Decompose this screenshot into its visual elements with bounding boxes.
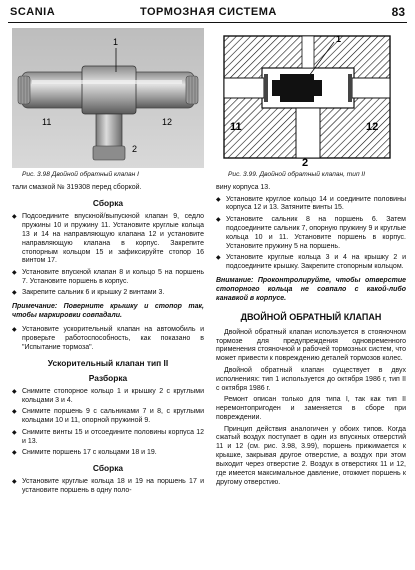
callout-1: 1 <box>113 37 119 47</box>
bullet-diamond-icon: ◆ <box>12 269 17 276</box>
bullet-diamond-icon: ◆ <box>12 478 17 485</box>
left-column <box>12 184 204 498</box>
figure-3-99-caption: Рис. 3.99. Двойной обратный клапан, тип II <box>228 171 366 178</box>
paragraph: Ремонт описан только для типа I, так как тип II неремонтопригоден и заменяется в сборе при повреждении. <box>216 396 406 421</box>
section-valve-type2-heading: Ускорительный клапан тип II <box>47 357 169 368</box>
continuation-text: вину корпуса 13. <box>216 184 271 191</box>
list-item: ◆ Подсоедините впускной/выпускной клапан 9, седло пружины 10 и пружину 11. Установите круглые кольца 13 и 14 на направляющую клапана 12 и установите направляющую клапана в корпус. Закрепите стопорным кольцом 15 и зафиксируйте стопор 16 винтом 17. <box>12 212 204 265</box>
bullet-diamond-icon: ◆ <box>12 290 17 297</box>
paragraph: Двойной обратный клапан используется в стояночном тормозе для предупреждения одновременного применения стояночной и рабочей тормозных систем, что может привести к повреждению деталей тормозов колес. <box>216 328 406 363</box>
attention-text: Внимание: Проконтролируйте, чтобы отверстие стопорного кольца не совпало с какой-либо канавкой в корпусе. <box>216 276 406 302</box>
section-double-valve-heading: ДВОЙНОЙ ОБРАТНЫЙ КЛАПАН <box>240 311 382 322</box>
list-item: ◆ Снимите винты 15 и отсоедините половины корпуса 12 и 13. <box>12 428 204 445</box>
paragraph: Принцип действия аналогичен у обоих типов. Когда сжатый воздух поступает в один из впускных отверстий 11 и 12 (см. рис. 3.98, 3.99), поршень прижимается к крышке, закрывая другое отверстие, а воздух при этом выходит через отверстие 2. Воздух в отверстиях 11 и 12, где имеется максимальное давление, отожмет поршень к другому отверстию. <box>216 425 406 486</box>
list-item: ◆ Установите круглое кольцо 14 и соедините половины корпуса 12 и 13. Затяните винты 15. <box>216 195 406 212</box>
bullet-diamond-icon: ◆ <box>12 327 17 334</box>
header-rule <box>8 22 407 23</box>
bullet-diamond-icon: ◆ <box>216 216 221 223</box>
callout-1: 1 <box>336 34 342 44</box>
list-item: ◆ Снимите поршень 9 с сальниками 7 и 8, с круглыми кольцами 10 и 11, опорной пружиной 9. <box>12 408 204 425</box>
list-item: ◆ Снимите стопорное кольцо 1 и крышку 2 с круглыми кольцами 3 и 4. <box>12 387 204 404</box>
list-item: ◆ Установите ускорительный клапан на автомобиль и проверьте работоспособность, как показано в "Испытание тормоза". <box>12 326 204 351</box>
bullet-diamond-icon: ◆ <box>12 213 17 220</box>
header-brand: SCANIA <box>10 6 56 18</box>
page-number: 83 <box>391 5 405 19</box>
list-item: ◆ Установите круглые кольца 18 и 19 на поршень 17 и установите поршень в одну поло- <box>12 477 204 494</box>
callout-11: 11 <box>230 121 242 133</box>
callout-11: 11 <box>42 117 52 127</box>
note-text: Примечание: Поверните крышку и стопор так, чтобы маркировки совпадали. <box>12 303 204 320</box>
section-assembly-heading: Сборка <box>92 197 124 208</box>
valve-photo-illustration <box>12 28 204 168</box>
figure-3-98-caption: Рис. 3.98 Двойной обратный клапан I <box>22 171 139 178</box>
callout-2: 2 <box>132 144 138 154</box>
callout-2: 2 <box>302 157 309 168</box>
list-item: ◆ Закрепите сальник 6 и крышку 2 винтами 3. <box>12 289 165 297</box>
bullet-diamond-icon: ◆ <box>216 255 221 262</box>
bullet-diamond-icon: ◆ <box>12 409 17 416</box>
bullet-diamond-icon: ◆ <box>12 450 17 456</box>
page-header <box>0 0 415 24</box>
paragraph: Двойной обратный клапан существует в двух исполнениях: тип 1 используется до октября 1986 г, тип II с октября 1986 г. <box>216 366 406 392</box>
header-section-title: ТОРМОЗНАЯ СИСТЕМА <box>140 6 277 18</box>
figure-3-99 <box>216 28 406 168</box>
bullet-diamond-icon: ◆ <box>216 196 221 203</box>
figure-3-98 <box>12 28 204 168</box>
intro-text: тали смазкой № 319308 перед сборкой. <box>12 184 142 191</box>
callout-12: 12 <box>366 121 379 133</box>
list-item: ◆ Снимите поршень 17 с кольцами 18 и 19. <box>12 449 157 456</box>
bullet-diamond-icon: ◆ <box>12 429 17 436</box>
list-item: ◆ Установите впускной клапан 8 и кольцо 5 на поршень 7. Установите поршень в корпус. <box>12 268 204 285</box>
section-assembly2-heading: Сборка <box>92 462 124 473</box>
section-disassembly-heading: Разборка <box>88 372 128 383</box>
valve-cross-section <box>216 28 406 168</box>
bullet-diamond-icon: ◆ <box>12 388 17 395</box>
right-column <box>216 184 406 490</box>
callout-12: 12 <box>162 117 173 127</box>
list-item: ◆ Установите круглые кольца 3 и 4 на крышку 2 и подсоедините крышку. Закрепите стопорным кольцом. <box>216 254 406 271</box>
list-item: ◆ Установите сальник 8 на поршень 6. Затем подсоедините сальник 7, опорную пружину 9 и круглые кольца 10 и 11. Установите поршень в корпус. Установите пружину 5 на поршень. <box>216 215 406 250</box>
